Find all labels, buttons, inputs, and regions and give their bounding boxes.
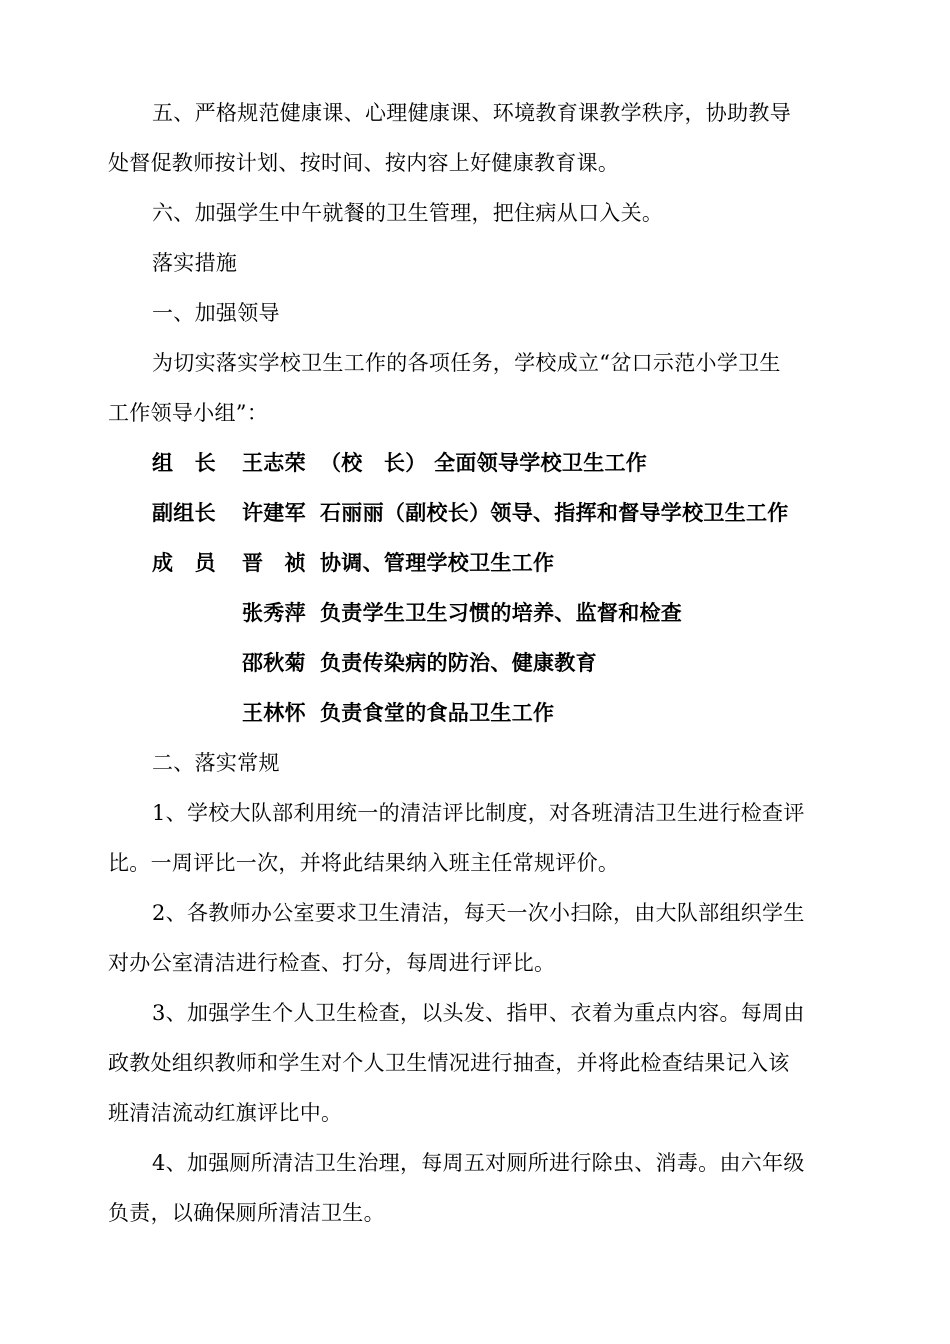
paragraph-5-line-1: 五、严格规范健康课、心理健康课、环境教育课教学秩序，协助教导 bbox=[152, 101, 791, 125]
item-1-line-2: 比。一周评比一次，并将此结果纳入班主任常规评价。 bbox=[108, 851, 620, 875]
section-1-heading: 一、加强领导 bbox=[152, 301, 280, 325]
group-row bbox=[0, 549, 950, 577]
item-3-line-2: 政教处组织教师和学生对个人卫生情况进行抽查，并将此检查结果记入该 bbox=[108, 1051, 790, 1075]
group-duty: 负责传染病的防治、健康教育 bbox=[320, 650, 597, 675]
item-1-line-1: 1、学校大队部利用统一的清洁评比制度，对各班清洁卫生进行检查评 bbox=[152, 801, 805, 825]
group-name: 邵秋菊 bbox=[242, 650, 306, 675]
group-name: 晋 祯 bbox=[242, 550, 306, 575]
paragraph-6: 六、加强学生中午就餐的卫生管理，把住病从口入关。 bbox=[152, 201, 664, 225]
group-duty: 石丽丽（副校长）领导、指挥和督导学校卫生工作 bbox=[320, 500, 789, 525]
item-3-line-3: 班清洁流动红旗评比中。 bbox=[108, 1101, 343, 1125]
group-row bbox=[0, 499, 950, 527]
group-name: 许建军 bbox=[242, 500, 306, 525]
group-role: 组 长 bbox=[152, 450, 216, 475]
intro-line-2: 工作领导小组”： bbox=[108, 401, 269, 425]
group-row bbox=[0, 449, 950, 477]
group-name: 张秀萍 bbox=[242, 600, 306, 625]
group-role: 副组长 bbox=[152, 500, 216, 525]
group-row bbox=[0, 649, 950, 677]
intro-line-1: 为切实落实学校卫生工作的各项任务，学校成立“岔口示范小学卫生 bbox=[152, 351, 781, 375]
item-3-line-1: 3、加强学生个人卫生检查，以头发、指甲、衣着为重点内容。每周由 bbox=[152, 1001, 805, 1025]
measures-heading: 落实措施 bbox=[152, 251, 238, 275]
section-2-heading: 二、落实常规 bbox=[152, 751, 280, 775]
group-row bbox=[0, 599, 950, 627]
group-name: 王林怀 bbox=[242, 700, 306, 725]
group-duty: 负责食堂的食品卫生工作 bbox=[320, 700, 555, 725]
group-role: 成 员 bbox=[152, 550, 216, 575]
item-2-line-1: 2、各教师办公室要求卫生清洁，每天一次小扫除，由大队部组织学生 bbox=[152, 901, 805, 925]
group-name: 王志荣 bbox=[242, 450, 306, 475]
group-row bbox=[0, 699, 950, 727]
group-duty: 负责学生卫生习惯的培养、监督和检查 bbox=[320, 600, 683, 625]
item-4-line-2: 负责，以确保厕所清洁卫生。 bbox=[108, 1201, 385, 1225]
item-4-line-1: 4、加强厕所清洁卫生治理，每周五对厕所进行除虫、消毒。由六年级 bbox=[152, 1151, 805, 1175]
item-2-line-2: 对办公室清洁进行检查、打分，每周进行评比。 bbox=[108, 951, 556, 975]
paragraph-5-line-2: 处督促教师按计划、按时间、按内容上好健康教育课。 bbox=[108, 151, 620, 175]
group-duty: 协调、管理学校卫生工作 bbox=[320, 550, 555, 575]
group-duty: （校 长） 全面领导学校卫生工作 bbox=[320, 450, 648, 475]
